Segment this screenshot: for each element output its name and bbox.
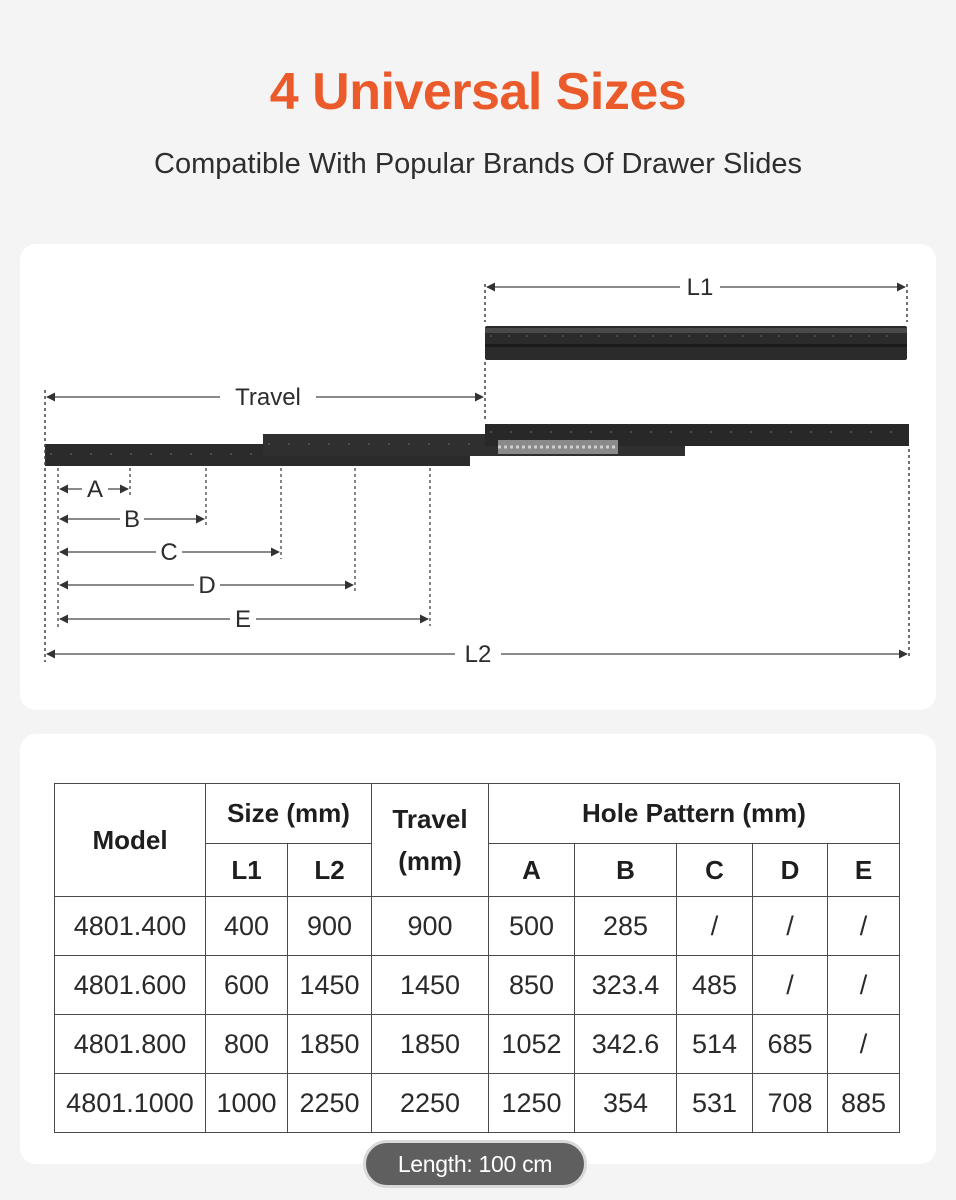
dimension-b [60,468,206,533]
cell-l2: 1450 [288,956,372,1015]
header-d: D [753,844,828,897]
header-travel [372,784,489,897]
cell-l1: 400 [206,897,288,956]
cell-l2: 1850 [288,1015,372,1074]
label-b: B [123,506,141,533]
cell-travel: 2250 [372,1074,489,1133]
cell-model: 4801.1000 [55,1074,206,1133]
cell-b: 354 [575,1074,677,1133]
cell-l1: 1000 [206,1074,288,1133]
spec-table [54,783,900,1133]
table-row [55,1074,900,1133]
cell-d: / [753,956,828,1015]
label-l1: L1 [686,274,714,301]
header-a: A [489,844,575,897]
cell-travel: 1450 [372,956,489,1015]
label-travel: Travel [235,384,301,411]
header-e: E [828,844,900,897]
cell-a: 850 [489,956,575,1015]
page-subtitle: Compatible With Popular Brands Of Drawer Slides [154,148,802,180]
header-c: C [677,844,753,897]
cell-travel: 900 [372,897,489,956]
cell-model: 4801.800 [55,1015,206,1074]
cell-b: 285 [575,897,677,956]
cell-b: 342.6 [575,1015,677,1074]
table-row [55,956,900,1015]
header-b: B [575,844,677,897]
drawer-slide-diagram [20,244,936,710]
header-travel-line1: Travel [392,804,468,834]
length-badge: Length: 100 cm [363,1140,587,1188]
dimension-diagram-panel [20,244,936,710]
cell-e: / [828,897,900,956]
header-size: Size (mm) [206,784,372,844]
dimension-d [60,468,355,599]
cell-c: / [677,897,753,956]
cell-d: 685 [753,1015,828,1074]
cell-a: 1052 [489,1015,575,1074]
cell-l1: 800 [206,1015,288,1074]
label-d: D [198,572,216,599]
cell-e: / [828,1015,900,1074]
cell-model: 4801.400 [55,897,206,956]
cell-e: 885 [828,1074,900,1133]
cell-l1: 600 [206,956,288,1015]
cell-d: / [753,897,828,956]
table-header-row [55,784,900,844]
dimension-e [60,468,430,633]
header-travel-line2: (mm) [398,846,462,876]
header-model: Model [55,784,206,897]
cell-d: 708 [753,1074,828,1133]
dimension-l1 [485,274,907,322]
rail-inner [485,424,909,454]
page-title: 4 Universal Sizes [269,63,687,121]
dimension-a [58,468,130,629]
cell-e: / [828,956,900,1015]
spec-table-panel [20,734,936,1164]
header-l2: L2 [288,844,372,897]
cell-c: 531 [677,1074,753,1133]
label-c: C [160,539,178,566]
cell-c: 514 [677,1015,753,1074]
cell-l2: 2250 [288,1074,372,1133]
label-a: A [86,476,104,503]
cell-l2: 900 [288,897,372,956]
table-row [55,1015,900,1074]
table-row [55,897,900,956]
cell-travel: 1850 [372,1015,489,1074]
cell-model: 4801.600 [55,956,206,1015]
header-hole-pattern: Hole Pattern (mm) [489,784,900,844]
label-e: E [234,606,252,633]
cell-a: 1250 [489,1074,575,1133]
rail-l1 [485,326,907,360]
label-l2: L2 [464,641,492,668]
header-l1: L1 [206,844,288,897]
dimension-travel [45,362,485,662]
cell-c: 485 [677,956,753,1015]
cell-b: 323.4 [575,956,677,1015]
cell-a: 500 [489,897,575,956]
